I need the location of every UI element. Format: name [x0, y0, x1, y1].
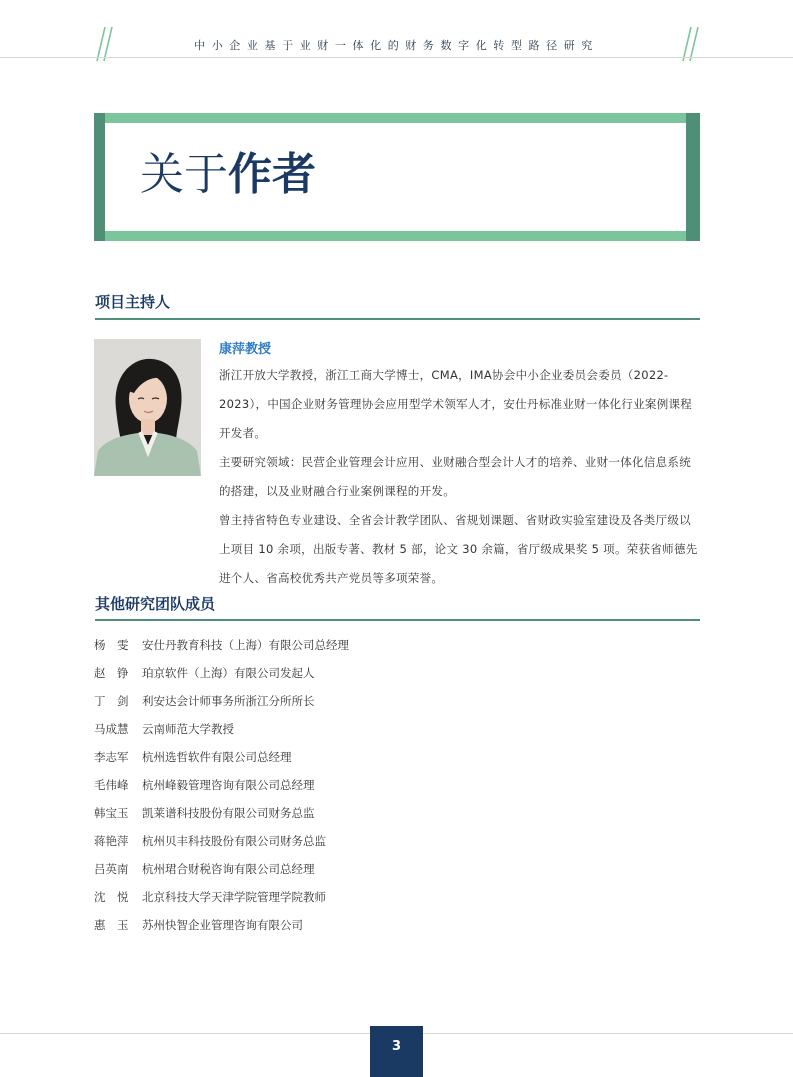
member-role: 凯莱谱科技股份有限公司财务总监	[142, 806, 315, 820]
page-title-box	[94, 113, 700, 241]
author-portrait-image	[94, 339, 201, 476]
team-member-list	[94, 633, 694, 941]
bio-paragraph: 主要研究领域：民营企业管理会计应用、业财融合型会计人才的培养、业财一体化信息系统的搭建，以及业财融合行业案例课程的开发。	[219, 455, 691, 498]
member-name: 马成慧	[94, 722, 129, 736]
member-name: 杨 雯	[94, 638, 129, 652]
page-number: 3	[391, 1039, 402, 1054]
member-name: 丁 剑	[94, 694, 129, 708]
member-name: 李志军	[94, 750, 129, 764]
bio-paragraph: 浙江开放大学教授，浙江工商大学博士，CMA，IMA协会中小企业委员会委员（2022-2023），中国企业财务管理协会应用型学术领军人才，安仕丹标准业财一体化行业案例课程开发者。	[219, 368, 693, 440]
title-box-right-bar	[686, 113, 700, 241]
member-role: 杭州珺合财税咨询有限公司总经理	[142, 862, 315, 876]
team-member	[94, 689, 694, 717]
section-title-team: 其他研究团队成员	[95, 595, 216, 613]
member-role: 北京科技大学天津学院管理学院教师	[142, 890, 326, 904]
member-role: 苏州快智企业管理咨询有限公司	[142, 918, 303, 932]
title-box-top-bar	[94, 113, 700, 123]
bio-paragraph: 曾主持省特色专业建设、全省会计教学团队、省规划课题、省财政实验室建设及各类厅级以上项目 10 余项，出版专著、教材 5 部，论文 30 余篇，省厅级成果奖 5 项。荣获省师德先进个人、省高校优秀共产党员等多项荣誉。	[219, 513, 698, 585]
team-member	[94, 913, 694, 941]
running-header	[0, 0, 793, 60]
member-name: 沈 悦	[94, 890, 129, 904]
project-lead-bio	[219, 361, 701, 593]
project-lead-name: 康萍教授	[219, 342, 272, 357]
team-member	[94, 633, 694, 661]
page-title-bold: 作者	[228, 149, 316, 200]
page-number-box	[370, 1026, 423, 1077]
header-divider	[0, 57, 793, 58]
member-name: 蒋艳萍	[94, 834, 129, 848]
member-role: 云南师范大学教授	[142, 722, 234, 736]
section-rule	[95, 619, 700, 621]
title-box-bottom-bar	[94, 231, 700, 241]
page-title-light: 关于	[140, 149, 228, 200]
team-member	[94, 773, 694, 801]
team-member	[94, 829, 694, 857]
member-role: 杭州贝丰科技股份有限公司财务总监	[142, 834, 326, 848]
member-name: 惠 玉	[94, 918, 129, 932]
member-name: 韩宝玉	[94, 806, 129, 820]
team-member	[94, 857, 694, 885]
page-title	[140, 147, 316, 203]
team-member	[94, 801, 694, 829]
member-role: 安仕丹教育科技（上海）有限公司总经理	[142, 638, 349, 652]
running-title: 中小企业基于业财一体化的财务数字化转型路径研究	[194, 39, 599, 52]
team-member	[94, 661, 694, 689]
title-box-left-bar	[94, 113, 105, 241]
member-role: 杭州峰毅管理咨询有限公司总经理	[142, 778, 315, 792]
team-member	[94, 745, 694, 773]
member-name: 吕英南	[94, 862, 129, 876]
author-portrait	[94, 339, 201, 476]
section-title-project-lead: 项目主持人	[95, 293, 171, 311]
team-member	[94, 717, 694, 745]
member-role: 珀京软件（上海）有限公司发起人	[142, 666, 315, 680]
member-role: 利安达会计师事务所浙江分所所长	[142, 694, 315, 708]
section-rule	[95, 318, 700, 320]
member-name: 毛伟峰	[94, 778, 129, 792]
member-name: 赵 铮	[94, 666, 129, 680]
team-member	[94, 885, 694, 913]
member-role: 杭州选哲软件有限公司总经理	[142, 750, 292, 764]
